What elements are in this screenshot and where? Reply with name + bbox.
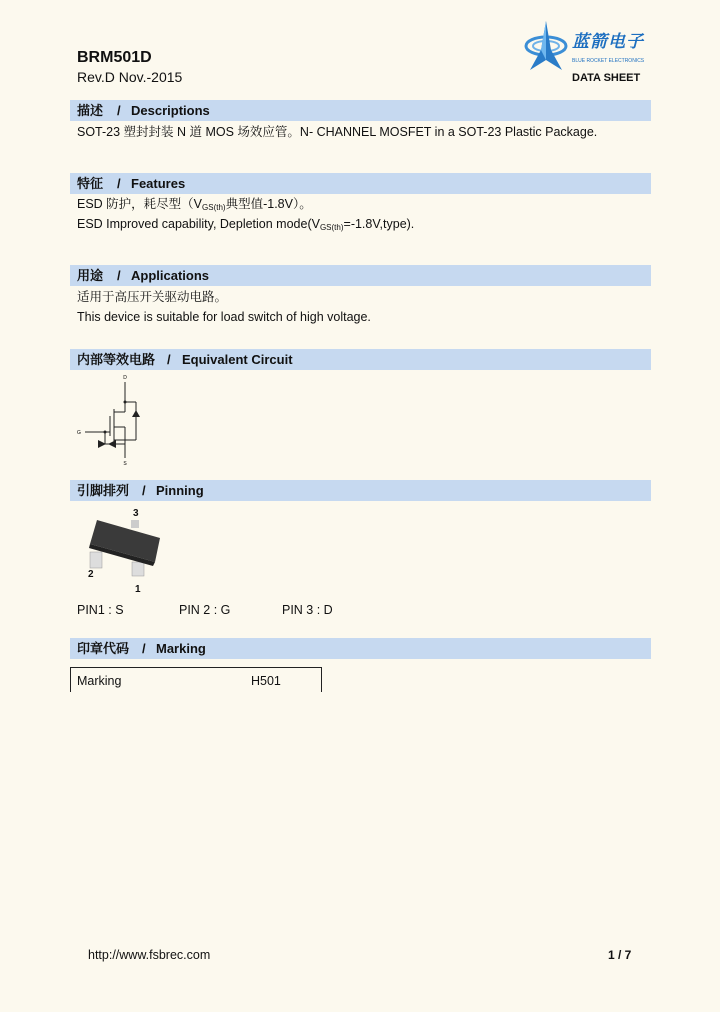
section-header-marking <box>70 638 651 659</box>
equivalent-circuit-diagram <box>70 372 150 467</box>
section-cn: 印章代码 <box>77 641 130 656</box>
marking-label: Marking <box>77 674 122 688</box>
feature-line-en: ESD Improved capability, Depletion $mode(V_{GS(th)}=-1.8V,type)$. <box>77 217 415 232</box>
section-header-circuit <box>70 349 651 370</box>
section-sep: / <box>142 641 146 656</box>
section-sep: / <box>117 103 121 118</box>
section-en: Pinning <box>156 483 204 498</box>
source-label: S <box>123 461 127 467</box>
esd-diode-icon <box>108 440 116 448</box>
section-cn: 描述 <box>77 103 104 118</box>
section-en: Marking <box>156 641 206 656</box>
doc-type: DATA SHEET <box>572 72 641 84</box>
section-header-pinning <box>70 480 651 501</box>
section-header-descriptions <box>70 100 651 121</box>
section-cn: 引脚排列 <box>77 483 130 498</box>
section-en: Equivalent Circuit <box>182 352 293 367</box>
pin-number-2: 2 <box>88 569 94 580</box>
section-sep: / <box>167 352 171 367</box>
section-cn: 内部等效电路 <box>77 352 156 367</box>
logo-en: BLUE ROCKET ELECTRONICS <box>572 58 645 64</box>
section-cn: 用途 <box>77 268 104 283</box>
feature-line-cn: ESD 防护，耗尽型（$V_{GS(th)}$典型值-1.8V）。 <box>77 197 312 212</box>
pin-number-3: 3 <box>133 508 139 519</box>
rocket-star-icon <box>522 20 577 72</box>
section-sep: / <box>142 483 146 498</box>
company-logo <box>522 20 652 72</box>
application-cn: 适用于高压开关驱动电路。 <box>77 290 228 304</box>
pin-number-1: 1 <box>135 584 141 595</box>
section-cn: 特征 <box>77 176 104 191</box>
section-sep: / <box>117 176 121 191</box>
drain-label: D <box>123 375 127 381</box>
section-header-applications <box>70 265 651 286</box>
sot23-package-image <box>85 512 165 577</box>
marking-value: H501 <box>251 674 281 688</box>
marking-table <box>70 667 322 692</box>
part-number: BRM501D <box>77 49 152 66</box>
pin-2-label: PIN 2 : G <box>179 603 231 617</box>
pin-1-label: PIN1 : S <box>77 603 124 617</box>
section-en: Applications <box>131 268 210 283</box>
page-number: 1 / 7 <box>608 948 632 962</box>
logo-cn: 蓝箭电子 <box>572 32 644 51</box>
gate-label: G <box>77 430 81 436</box>
description-text: SOT-23 塑封封装 N 道 MOS 场效应管。N- CHANNEL MOSFET in a SOT-23 Plastic Package. <box>77 125 598 139</box>
revision: Rev.D Nov.-2015 <box>77 69 183 85</box>
section-en: Features <box>131 176 186 191</box>
section-header-features <box>70 173 651 194</box>
application-en: This device is suitable for load switch of high voltage. <box>77 310 371 324</box>
section-en: Descriptions <box>131 103 210 118</box>
footer-url[interactable]: http://www.fsbrec.com <box>88 948 211 962</box>
section-sep: / <box>117 268 121 283</box>
pin-3-label: PIN 3 : D <box>282 603 333 617</box>
diode-icon <box>132 410 140 417</box>
